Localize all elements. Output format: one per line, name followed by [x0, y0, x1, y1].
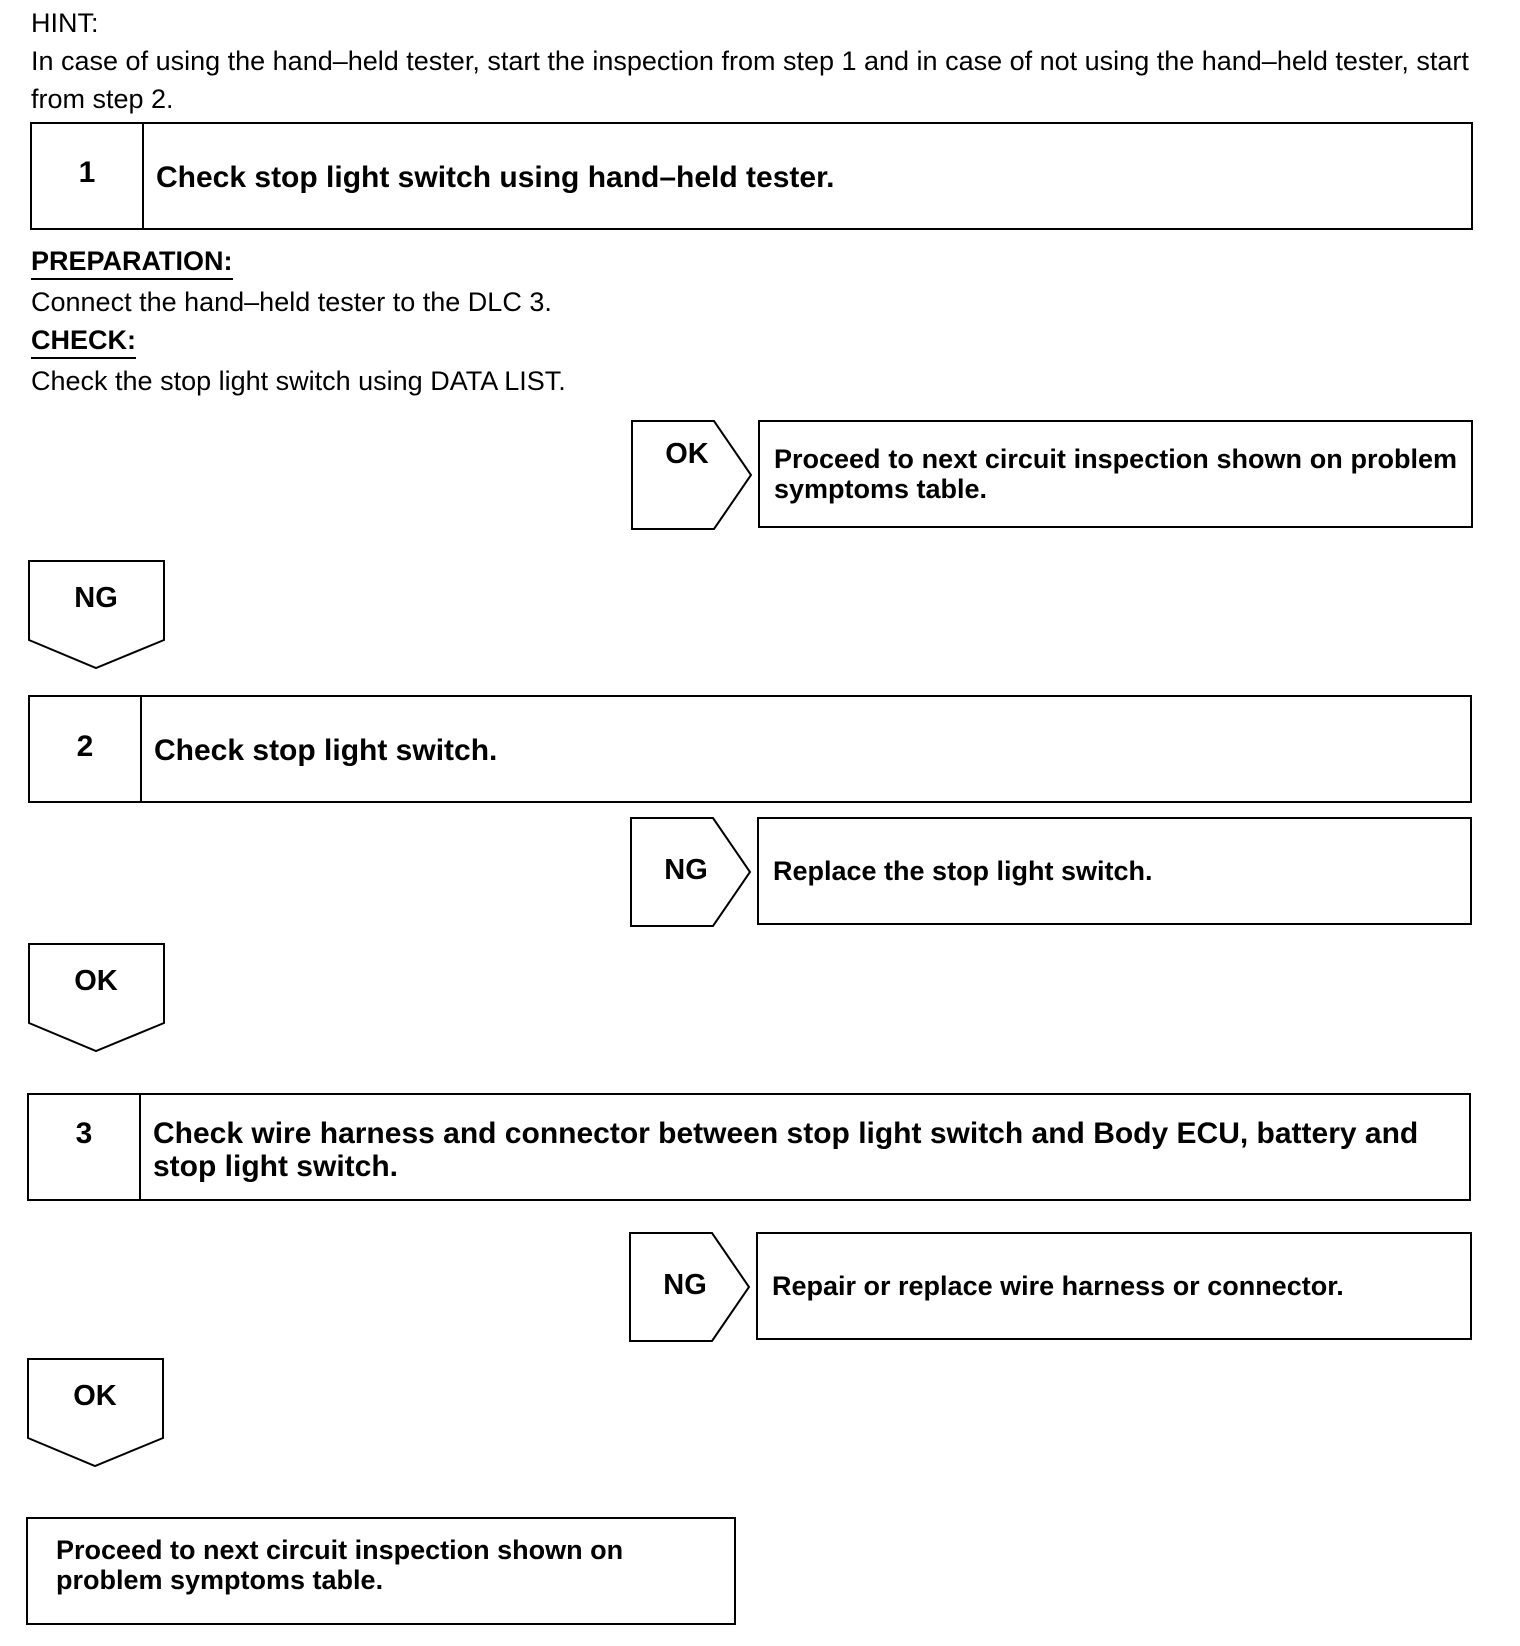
step-1-title: Check stop light switch using hand–held tester. — [156, 161, 835, 194]
step-2-ok-label: OK — [74, 965, 118, 997]
step-2-ok-arrow — [28, 943, 168, 1053]
step-1-box — [30, 122, 1473, 230]
step-3-ng-arrow — [629, 1232, 751, 1342]
step-3-ng-result: Repair or replace wire harness or connector. — [756, 1232, 1472, 1340]
step-3-number: 3 — [29, 1095, 141, 1199]
step-1-ng-arrow — [28, 560, 168, 670]
step-1-ok-label: OK — [665, 438, 709, 470]
step-2-number: 2 — [30, 697, 142, 801]
step-2-box — [28, 695, 1472, 803]
step-3-ng-label: NG — [663, 1269, 707, 1301]
preparation-label: PREPARATION: — [31, 244, 233, 280]
hint-label: HINT: — [31, 8, 99, 38]
step-1-ng-label: NG — [74, 582, 118, 614]
step-2-ng-result: Replace the stop light switch. — [757, 817, 1472, 925]
step-3-ok-label: OK — [73, 1380, 117, 1412]
step-2-ng-label: NG — [664, 854, 708, 886]
final-result: Proceed to next circuit inspection shown on problem symptoms table. — [26, 1517, 736, 1625]
check-text: Check the stop light switch using DATA LIST. — [31, 366, 566, 396]
step-1-number: 1 — [32, 124, 144, 228]
step-3-ok-arrow — [27, 1358, 167, 1468]
step-1-ok-result: Proceed to next circuit inspection shown on problem symptoms table. — [758, 420, 1473, 528]
hint-text: In case of using the hand–held tester, start the inspection from step 1 and in case of not using the hand–held tester, start from step 2. — [31, 46, 1469, 114]
preparation-text: Connect the hand–held tester to the DLC 3. — [31, 287, 552, 317]
step-1-ok-arrow — [631, 420, 753, 530]
step-2-ng-arrow — [630, 817, 752, 927]
check-label: CHECK: — [31, 323, 136, 359]
step-3-title: Check wire harness and connector between stop light switch and Body ECU, battery and stop light switch. — [153, 1117, 1419, 1183]
step-3-box — [27, 1093, 1471, 1201]
step-2-title: Check stop light switch. — [154, 734, 498, 767]
